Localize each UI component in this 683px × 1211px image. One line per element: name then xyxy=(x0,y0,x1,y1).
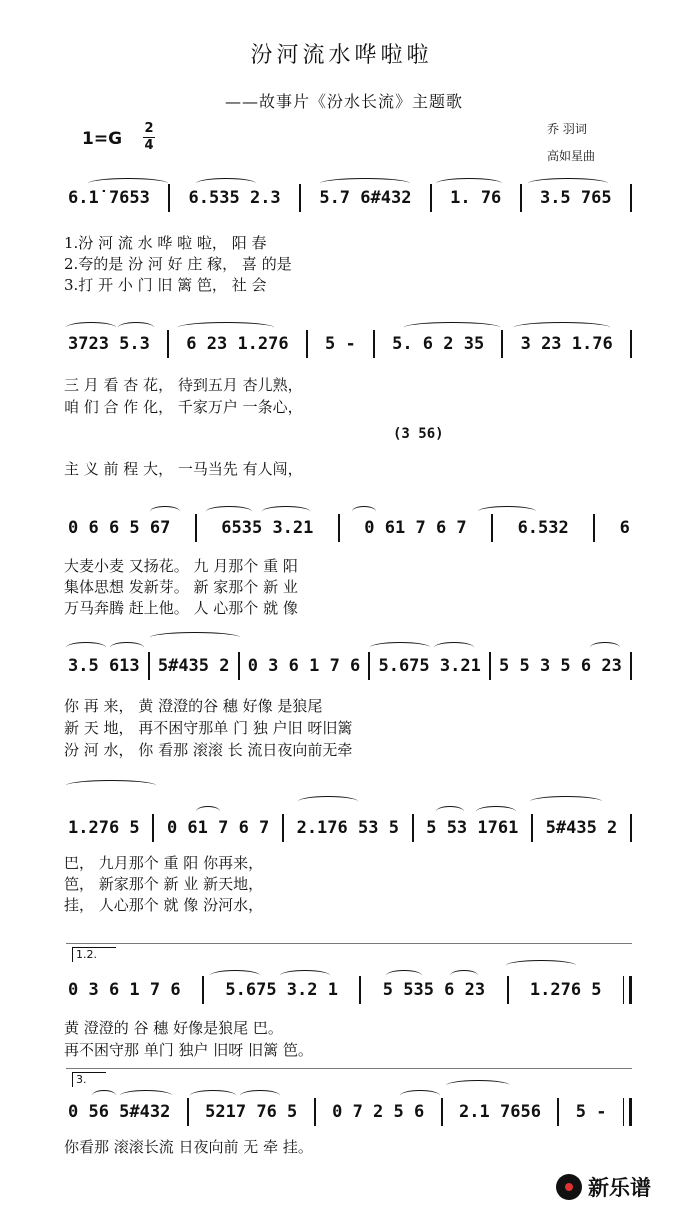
measure: 1. 76 xyxy=(450,188,502,208)
measure: 0 7 2 5 6 xyxy=(332,1102,425,1122)
lyric-line: 汾 河 水， 你 看那 滚滚 长 流日夜向前无牵 xyxy=(64,741,353,759)
measure: 1.276 5 xyxy=(529,980,602,1000)
song-title: 汾河流水哗啦啦 xyxy=(250,43,433,68)
measure: 5 5 3 5 6 23 xyxy=(499,656,622,676)
measure: 5#435 2 xyxy=(545,818,618,838)
notation-row xyxy=(66,186,632,210)
measure: 0 3 6 1 7 6 xyxy=(247,656,361,676)
lyric-line: 咱 们 合 作 化， 千家万户 一条心， xyxy=(64,398,303,416)
lyric-line: 你 再 来， 黄 澄澄的谷 穗 好像 是狼尾 xyxy=(64,697,323,715)
brand-name: 新乐谱 xyxy=(588,1176,651,1200)
measure: 5.675 3.21 xyxy=(378,656,481,676)
volta-bracket: 1.2. xyxy=(72,947,116,962)
measure: 0 3 6 1 7 6 xyxy=(68,980,181,1000)
record-disc-icon xyxy=(556,1174,582,1200)
lyric-line: 你看那 滚滚长流 日夜向前 无 牵 挂。 xyxy=(64,1138,313,1156)
lyric-line: 1.汾 河 流 水 哗 啦 啦， 阳 春 xyxy=(64,234,267,252)
lyric-line: 新 天 地， 再不困守那单 门 独 户旧 呀旧篱 xyxy=(64,719,353,737)
measure: 3723 5.3 xyxy=(68,334,150,354)
measure: 5217 76 5 xyxy=(205,1102,298,1122)
lyric-line: 三 月 看 杏 花， 待到五月 杏儿熟， xyxy=(64,376,303,394)
time-signature-bottom: 4 xyxy=(144,138,154,153)
measure: 6 23 1.276 xyxy=(186,334,289,354)
measure: 0 56 5#432 xyxy=(68,1102,171,1122)
volta-bracket: 3. xyxy=(72,1072,106,1087)
measure: 0 6 6 5 67 xyxy=(68,518,171,538)
measure: 6.532 xyxy=(517,518,569,538)
measure: 5. 6 2 35 xyxy=(392,334,485,354)
lyricist-credit: 乔 羽词 xyxy=(547,122,587,136)
measure: 6 xyxy=(619,518,630,538)
lyric-line: 2.夸的是 汾 河 好 庄 稼， 喜 的是 xyxy=(64,255,292,273)
notation-row xyxy=(66,516,632,540)
lyric-line: 万马奔腾 赶上他。 人 心那个 就 像 xyxy=(64,599,298,617)
measure: 6.1̇ 7653 xyxy=(68,188,150,208)
lyric-line: 巴， 九月那个 重 阳 你再来， xyxy=(64,854,264,872)
notation-row xyxy=(66,332,632,356)
composer-credit: 高如星曲 xyxy=(547,149,596,163)
measure: 5 535 6 23 xyxy=(382,980,486,1000)
lyric-line: 黄 澄澄的 谷 穗 好像是狼尾 巴。 xyxy=(64,1019,283,1037)
song-subtitle: ——故事片《汾水长流》主题歌 xyxy=(225,92,464,111)
lyric-line: 笆， 新家那个 新 业 新天地， xyxy=(64,875,264,893)
measure: 3.5 613 xyxy=(68,656,140,676)
measure: 6535 3.21 xyxy=(221,518,314,538)
measure: 5#435 2 xyxy=(157,656,230,676)
measure: 3 23 1.76 xyxy=(520,334,613,354)
lyric-line: 集体思想 发新芽。 新 家那个 新 业 xyxy=(64,578,298,596)
lyric-line: 3.打 开 小 门 旧 篱 笆， 社 会 xyxy=(64,276,267,294)
measure: 5.7 6#432 xyxy=(319,188,412,208)
measure: 2.176 53 5 xyxy=(296,818,399,838)
measure: 5.675 3.2 1 xyxy=(225,980,338,1000)
brand-logo xyxy=(556,1172,651,1202)
key-signature: 1=G xyxy=(82,129,123,149)
measure: 5 53 1761 xyxy=(426,818,519,838)
measure: 6.535 2.3 xyxy=(188,188,281,208)
measure: 0 61 7 6 7 xyxy=(364,518,467,538)
lyric-line: 再不困守那 单门 独户 旧呀 旧篱 笆。 xyxy=(64,1041,313,1059)
time-signature-top: 2 xyxy=(144,121,154,136)
notation-row xyxy=(66,816,632,840)
ornament-note: (3 56) xyxy=(393,426,444,442)
notation-row xyxy=(66,978,632,1002)
measure: 1.276 5 xyxy=(68,818,140,838)
measure: 5 - xyxy=(325,334,356,354)
notation-row xyxy=(66,654,632,678)
notation-row xyxy=(66,1100,632,1124)
lyric-line: 主 义 前 程 大， 一马当先 有人闯， xyxy=(64,460,303,478)
lyric-line: 大麦小麦 又扬花。 九 月那个 重 阳 xyxy=(64,557,298,575)
measure: 0 61 7 6 7 xyxy=(166,818,270,838)
time-signature xyxy=(143,122,155,153)
measure: 5 - xyxy=(575,1102,607,1122)
measure: 2.1 7656 xyxy=(459,1102,541,1122)
lyric-line: 挂， 人心那个 就 像 汾河水， xyxy=(64,896,264,914)
measure: 3.5 765 xyxy=(539,188,612,208)
